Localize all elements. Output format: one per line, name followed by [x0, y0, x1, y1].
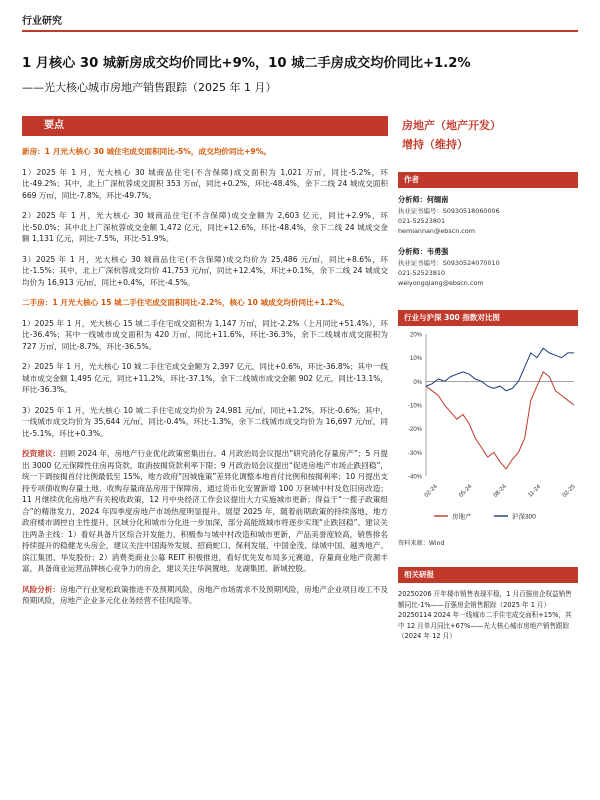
- risk-analysis-label: 风险分析：: [22, 584, 61, 594]
- related-header: 相关研报: [398, 567, 578, 583]
- y-tick-label: -30%: [407, 450, 422, 457]
- analyst-card: [398, 194, 578, 236]
- related-report-item[interactable]: 20250114 2024 年一线城市二手住宅成交面积+15%，其中 12 月单月同比+67%——光大核心城市房地产销售跟踪（2024 年 12 月）: [398, 611, 572, 640]
- y-tick-label: -20%: [407, 427, 422, 434]
- sector-name: 房地产（地产开发）: [402, 119, 501, 132]
- x-tick-label: 02-25: [561, 483, 577, 499]
- y-tick-label: -40%: [407, 474, 422, 481]
- analyst-name: 分析师：何缅南: [398, 195, 449, 204]
- legend-label: 沪深300: [512, 513, 536, 521]
- second-hand-para-2: 2）2025 年 1 月，光大核心 10 城二手住宅成交金额为 2,397 亿元，同比+0.6%，环比-36.8%；其中一线城市成交金额 1,495 亿元，同比+11.2%，环比-37.1%，余下二线城市成交金额 902 亿元，同比-13.1%，环比-36.3%。: [22, 362, 388, 394]
- x-tick-label: 02-24: [423, 483, 439, 499]
- investment-advice-label: 投资建议：: [22, 449, 61, 458]
- report-title: 1 月核心 30 城新房成交均价同比+9%，10 城二手房成交均价同比+1.2%: [22, 56, 471, 71]
- report-category-tag: 行业研究: [22, 16, 62, 27]
- second-hand-para-1: 1）2025 年 1 月，光大核心 15 城二手住宅成交面积为 1,147 万㎡，同比-2.2%（上月同比+51.4%），环比-36.4%；其中一线城市成交面积为 420 万㎡，同比+11.6%，环比-36.3%，余下二线城市成交面积为 727 万㎡，同比-8.7%，环比-36.5%。: [22, 318, 388, 351]
- second-hand-para-3: 3）2025 年 1 月，光大核心 10 城二手住宅成交均价为 24,981 元/㎡，同比+1.2%，环比-0.6%；其中，一线城市成交均价为 35,644 元/㎡，同比-0.4%，环比-1.3%，余下二线城市成交均价为 16,697 元/㎡，同比-5.1%，环比+0.3%。: [22, 405, 388, 438]
- analyst-phone: 021-52523810: [398, 269, 446, 277]
- header-divider: [22, 30, 578, 32]
- new-house-highlight: 新房：1 月光大核心 30 城住宅成交面积同比-5%，成交均价同比+9%。: [22, 147, 271, 156]
- rating-box: [398, 116, 578, 154]
- y-tick-label: 0%: [413, 379, 422, 386]
- chart-svg: [398, 326, 578, 536]
- x-tick-label: 05-24: [458, 483, 474, 499]
- second-hand-highlight: 二手房：1 月光大核心 15 城二手住宅成交面积同比-2.2%，核心 10 城成交均价同比+1.2%。: [22, 298, 349, 307]
- investment-advice: [22, 448, 388, 575]
- legend-label: 房地产: [452, 513, 472, 521]
- related-report-item[interactable]: 20250206 开年楼市销售表现平稳，1 月百强房企权益销售额同比-1%——百强房企销售跟踪（2025 年 1 月）: [398, 590, 572, 609]
- new-house-para-2: 2）2025 年 1 月，光大核心 30 城商品住宅(不含保障)成交金额为 2,603 亿元，同比+2.9%，环比-50.0%；其中北上广深杭蓉成交金额 1,472 亿元，同比+12.6%，环比-48.4%，余下二线 24 城成交金额 1,131 亿元，同比-7.5%，环比-51.9%。: [22, 211, 388, 243]
- rating-value: 增持（维持）: [402, 138, 468, 151]
- analyst-name: 分析师：韦勇强: [398, 247, 449, 256]
- key-points-column: [22, 116, 388, 616]
- key-points-body: [22, 136, 388, 607]
- author-header: 作者: [398, 172, 578, 188]
- analyst-email[interactable]: hemiannan@ebscn.com: [398, 227, 475, 235]
- analyst-license: 执业证书编号：S0930524070010: [398, 259, 500, 267]
- risk-analysis: [22, 584, 388, 607]
- analyst-phone: 021-52523801: [398, 217, 446, 225]
- chart-header: 行业与沪深 300 指数对比图: [398, 310, 578, 326]
- x-tick-label: 08-24: [492, 483, 508, 499]
- chart-source: 资料来源：Wind: [398, 540, 445, 547]
- x-tick-label: 11-24: [527, 483, 543, 499]
- new-house-para-1: 1）2025 年 1 月，光大核心 30 城商品住宅(不含保障)成交面积为 1,021 万㎡，同比-5.2%，环比-49.2%；其中，北上广深杭蓉成交面积 353 万㎡，同比+0.2%，环比-48.4%，余下二线 24 城成交面积 669 万㎡，同比-7.8%，环比-49.7%。: [22, 167, 388, 200]
- index-comparison-chart: [398, 310, 578, 547]
- new-house-para-3: 3）2025 年 1 月，光大核心 30 城商品住宅(不含保障)成交均价为 25,486 元/㎡，同比+8.6%，环比-1.5%；其中，北上广深杭蓉成交均价 41,753 元/㎡，同比+12.4%，环比+0.1%，余下二线 24 城成交均价为 16,913 元/㎡，同比+0.4%，环比-4.5%。: [22, 254, 388, 287]
- key-points-header: 要点: [22, 116, 388, 136]
- y-tick-label: -10%: [407, 403, 422, 410]
- analyst-email[interactable]: weiyongqiang@ebscn.com: [398, 279, 484, 287]
- y-tick-label: 10%: [409, 356, 422, 363]
- analyst-card: [398, 246, 578, 288]
- analyst-license: 执业证书编号：S0930518060006: [398, 207, 500, 215]
- risk-analysis-text: 房地产行业宽松政策推进不及预期风险，房地产市场需求不及预期风险，房地产企业项目竣工不及预期风险，房地产企业多元化业务经营不佳风险等。: [22, 584, 389, 605]
- series-line: [426, 348, 574, 391]
- investment-advice-text: 回顾 2024 年，房地产行业优化政策密集出台。4 月政治局会议提出“研究消化存量房产”；5 月提出 3000 亿元保障性住房再贷款，取消按揭贷款利率下限；9 月政治局会议提出“促进房地产市场止跌回稳”，统一下调按揭首付比例最低至 15%，地方政府“因城施策”差异化调整本地首付比例和按揭利率；10 月提出支持专项债收购存量土地、收购存量商品房用于保障房，通过货币化安置新增 100 万套城中村及危旧房改造；11 月继续优化房地产有关税收政策，12 月中央经济工作会议提出大力实施城市更新；得益于“一揽子政策组合”的精准发力，2024 年四季度房地产市场热度明显提升。展望 2025 年，随着前期政策的持续落地，地方政府楼市调控自主性提升，区域分化和城市分化进一步加深，部分高能级城市将逐步实现“止跌回稳”。建议关注两条主线：1）看好具备片区综合开发能力，积极参与城中村改造和城市更新，产品美誉度较高，销售排名持续提升的稳健龙头房企，建议关注中国海外发展、招商蛇口、保利发展、中国金茂、绿城中国、越秀地产、滨江集团、华发股份；2）消费类商业公募 REIT 积极推进，看好优先发布局多元赛道，存量商业地产资源丰富，具备商业运营品牌核心竞争力的房企，建议关注华润置地、龙湖集团、新城控股。: [22, 449, 388, 573]
- report-subtitle: ——光大核心城市房地产销售跟踪（2025 年 1 月）: [22, 81, 277, 94]
- sidebar-column: [398, 116, 578, 642]
- related-reports: [398, 567, 578, 642]
- y-tick-label: 20%: [409, 332, 422, 339]
